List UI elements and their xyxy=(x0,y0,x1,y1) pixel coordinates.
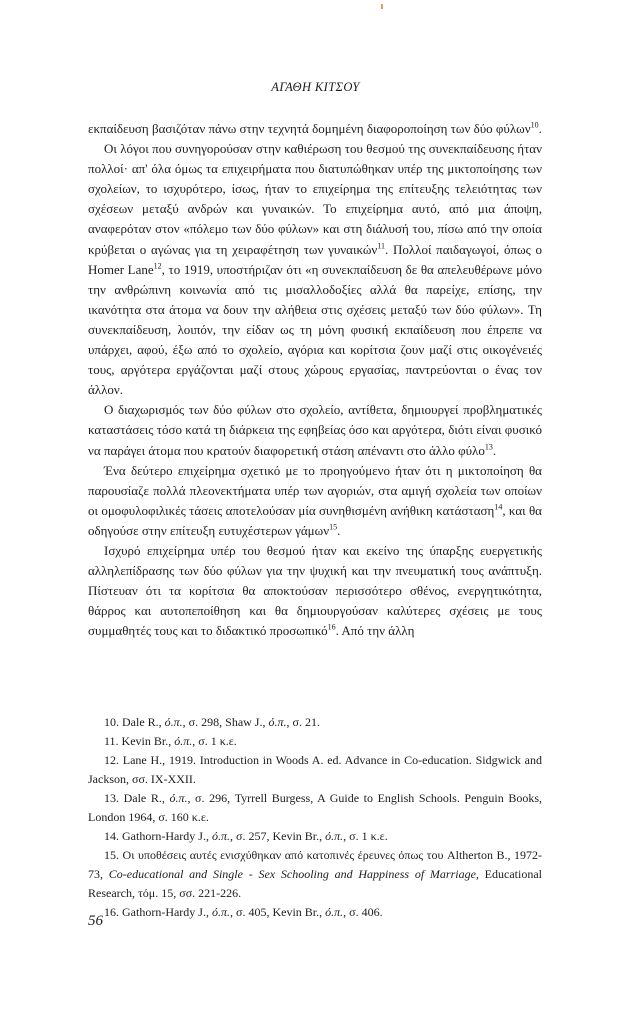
footnote xyxy=(88,732,542,751)
italic-text: ό.π. xyxy=(211,905,230,919)
footnote-ref: 13 xyxy=(484,442,493,452)
paragraph xyxy=(88,139,542,400)
running-header: ΑΓΑΘΗ ΚΙΤΣΟΥ xyxy=(271,80,360,94)
text-run: , σ. 257, Kevin Br., xyxy=(230,829,326,843)
italic-text: ό.π. xyxy=(169,791,188,805)
footnote-ref: 15 xyxy=(329,522,338,532)
text-run: 10. Dale R., xyxy=(104,715,165,729)
footnote-ref: 10 xyxy=(530,120,539,130)
text-run: , σ. 296, Tyrrell Burgess, A Guide to English Schools. Penguin Books, London 1964, σ. 160 κ.ε. xyxy=(88,791,543,824)
text-run: Ένα δεύτερο επιχείρημα σχετικό με το προηγούμενο ήταν ότι η μικτοποίηση θα παρουσίαζε πολλά πλεονεκτήματα υπέρ των αγοριών, στα αμιγή σχολεία των οποίων οι ομοφυλοφιλικές τάσεις αποτελούσαν μία συνηθισμένη ανήθικη κατάσταση xyxy=(88,462,542,518)
page-number: 56 xyxy=(88,913,103,929)
paragraph xyxy=(88,541,542,641)
text-run: 16. Gathorn-Hardy J., xyxy=(104,905,212,919)
paragraph xyxy=(88,119,542,139)
text-run: . Από την άλλη xyxy=(335,623,415,639)
text-run: 13. Dale R., xyxy=(104,791,170,805)
footnote xyxy=(88,751,542,789)
text-run: , το 1919, υποστήριζαν ότι «η συνεκπαίδευση δε θα απελευθέρωνε μόνο την ανθρώπινη κοινωνία από τις μισαλλοδοξίες αλλά θα παρείχε, επίσης, την ικανότητα στα άτομα να δουν την αλήθεια στις σχέσεις μεταξύ των δύο φύλων». Τη συνεκπαίδευση, λοιπόν, την είδαν ως τη μόνη φυσική εκπαίδευση που έπρεπε να υπάρχει, αφού, έξω από το σχολείο, αγόρια και κορίτσια ζουν μαζί στις οικογένειές τους, αργότερα εργάζονται μαζί στους χώρους εργασίας, παντρεύονται ο ένας τον άλλον. xyxy=(88,261,542,398)
footnote-ref: 11 xyxy=(377,241,386,251)
footnote xyxy=(88,846,542,903)
text-run: . xyxy=(492,442,497,458)
text-run: Ο διαχωρισμός των δύο φύλων στο σχολείο, αντίθετα, δημιουργεί προβληματικές καταστάσεις τόσο κατά τη διάρκεια της εφηβείας όσο και αργότερα, διότι είναι φυσικό να παράγει άτομα που κρατούν διαφορετική στάση απέναντι στο άλλο φύλο xyxy=(88,402,542,458)
footnote-ref: 16 xyxy=(327,623,336,633)
text-run: . Πολλοί παιδαγωγοί, όπως ο Homer Lane xyxy=(88,241,542,277)
text-run: , σ. 1 κ.ε. xyxy=(192,734,237,748)
text-run: , σ. 406. xyxy=(343,905,383,919)
text-run: . xyxy=(337,522,341,538)
footnote xyxy=(88,827,542,846)
footnote-ref: 12 xyxy=(153,261,162,271)
paragraph xyxy=(88,461,542,541)
text-run: , και θα οδηγούσε στην επίτευξη ευτυχέστερων γάμων xyxy=(88,502,542,538)
footnote xyxy=(88,713,542,732)
text-run: , σ. 298, Shaw J., xyxy=(182,715,269,729)
text-run: 11. Kevin Br., xyxy=(104,734,175,748)
text-run: , σ. 1 κ.ε. xyxy=(343,829,388,843)
text-run: Ισχυρό επιχείρημα υπέρ του θεσμού ήταν και εκείνο της ύπαρξης ευεργετικής αλληλεπίδρασης των δύο φύλων για την ψυχική και την πνευματική τους ανάπτυξη. Πίστευαν ότι τα κορίτσια θα αποκτούσαν περισσότερο σθένος, ενεργητικότητα, θάρρος και αυτοπεποίθηση και θα δημιουργούσαν καλύτερες σχέσεις με τους συμμαθητές τους και το διδακτικό προσωπικό xyxy=(88,542,542,639)
italic-text: ό.π. xyxy=(325,829,344,843)
footnote xyxy=(88,789,542,827)
text-run: 14. Gathorn-Hardy J., xyxy=(104,829,212,843)
italic-text: Co-educational and Single - Sex Schooling and Happiness of Marriage, xyxy=(108,867,479,881)
italic-text: ό.π. xyxy=(268,715,287,729)
text-run: εκπαίδευση βασιζόταν πάνω στην τεχνητά δομημένη διαφοροποίηση των δύο φύλων xyxy=(88,121,531,136)
text-run: . xyxy=(538,121,542,136)
print-mark xyxy=(381,4,383,9)
text-run: Οι λόγοι που συνηγορούσαν στην καθιέρωση του θεσμού της συνεκπαίδευσης ήταν πολλοί· απ' όλα όμως τα επιχειρήματα που διατυπώθηκαν υπέρ της μικτοποίησης των σχολείων, το ισχυρότερο, ίσως, ήταν το επιχείρημα της επίτευξης τελειότητας των σχέσεων μεταξύ ανδρών και γυναικών. Το επιχείρημα αυτό, από μια άποψη, αναφερόταν στον «πόλεμο των δύο φύλων» και στη διάλυσή του, πίσω από την οποία κρύβεται ο αγώνας για τη χειραφέτηση των γυναικών xyxy=(88,141,542,257)
italic-text: ό.π. xyxy=(174,734,193,748)
paragraph xyxy=(88,400,542,460)
body-text xyxy=(88,119,542,641)
text-run: , σ. 405, Kevin Br., xyxy=(230,905,326,919)
footnotes xyxy=(88,713,542,922)
footnote xyxy=(88,903,542,922)
footnote-ref: 14 xyxy=(494,502,503,512)
text-run: , σ. 21. xyxy=(286,715,320,729)
italic-text: ό.π. xyxy=(164,715,183,729)
italic-text: ό.π. xyxy=(211,829,230,843)
text-run: 15. Οι υποθέσεις αυτές ενισχύθηκαν από κατοπινές έρευνες όπως του Altherton B., 1972-73, xyxy=(88,848,542,881)
text-run: Educational Research, τόμ. 15, σσ. 221-226. xyxy=(88,867,542,900)
text-run: 12. Lane H., 1919. Introduction in Woods A. ed. Advance in Co-education. Sidgwick and Jackson, σσ. IX-XXII. xyxy=(88,753,542,786)
italic-text: ό.π. xyxy=(325,905,344,919)
